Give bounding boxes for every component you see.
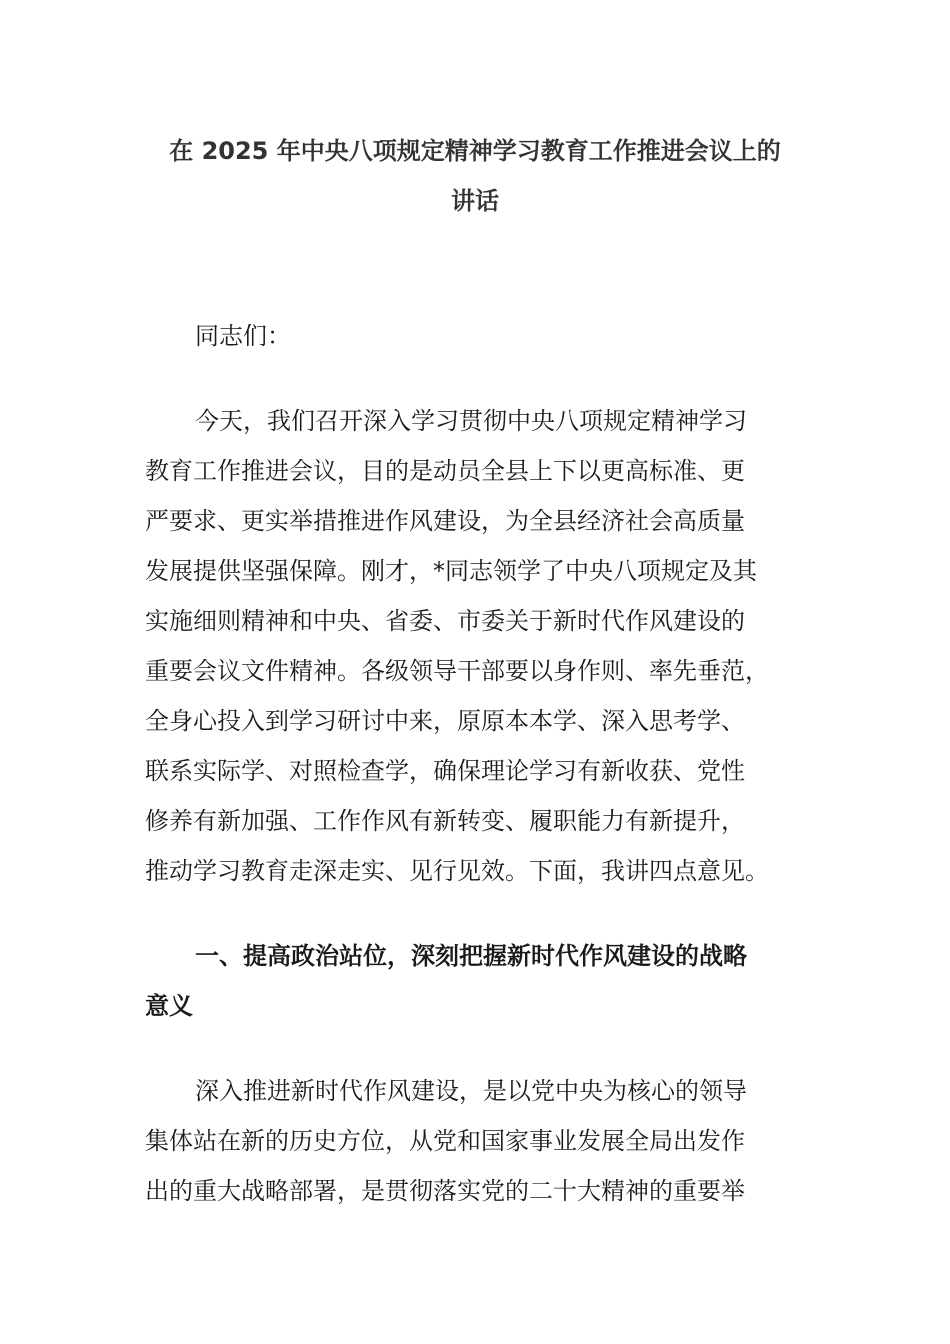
document-title: [140, 126, 810, 226]
paragraph-line: 实施细则精神和中央、省委、市委关于新时代作风建设的: [145, 607, 745, 635]
paragraph-line: 修养有新加强、工作作风有新转变、履职能力有新提升，: [145, 807, 745, 835]
paragraph-line: 发展提供坚强保障。刚才，*同志领学了中央八项规定及其: [145, 557, 757, 585]
paragraph-section-1: [145, 1066, 805, 1216]
greeting-text: 同志们：: [195, 322, 291, 350]
section-heading-1: [145, 931, 805, 1031]
paragraph-line: 重要会议文件精神。各级领导干部要以身作则、率先垂范，: [145, 657, 769, 685]
paragraph-intro: [145, 396, 805, 896]
paragraph-line: 全身心投入到学习研讨中来，原原本本学、深入思考学、: [145, 707, 745, 735]
title-line: 在 2025 年中央八项规定精神学习教育工作推进会议上的: [169, 137, 781, 165]
paragraph-line: 严要求、更实举措推进作风建设，为全县经济社会高质量: [145, 507, 745, 535]
heading-line: 一、提高政治站位，深刻把握新时代作风建设的战略: [195, 942, 747, 970]
heading-line: 意义: [145, 992, 193, 1020]
greeting: [145, 311, 805, 361]
paragraph-line: 推动学习教育走深走实、见行见效。下面，我讲四点意见。: [145, 857, 769, 885]
paragraph-line: 深入推进新时代作风建设，是以党中央为核心的领导: [195, 1077, 747, 1105]
paragraph-line: 教育工作推进会议，目的是动员全县上下以更高标准、更: [145, 457, 745, 485]
paragraph-line: 集体站在新的历史方位，从党和国家事业发展全局出发作: [145, 1127, 745, 1155]
paragraph-line: 出的重大战略部署，是贯彻落实党的二十大精神的重要举: [145, 1177, 745, 1205]
paragraph-line: 联系实际学、对照检查学，确保理论学习有新收获、党性: [145, 757, 745, 785]
paragraph-line: 今天，我们召开深入学习贯彻中央八项规定精神学习: [195, 407, 747, 435]
title-line: 讲话: [451, 187, 499, 215]
